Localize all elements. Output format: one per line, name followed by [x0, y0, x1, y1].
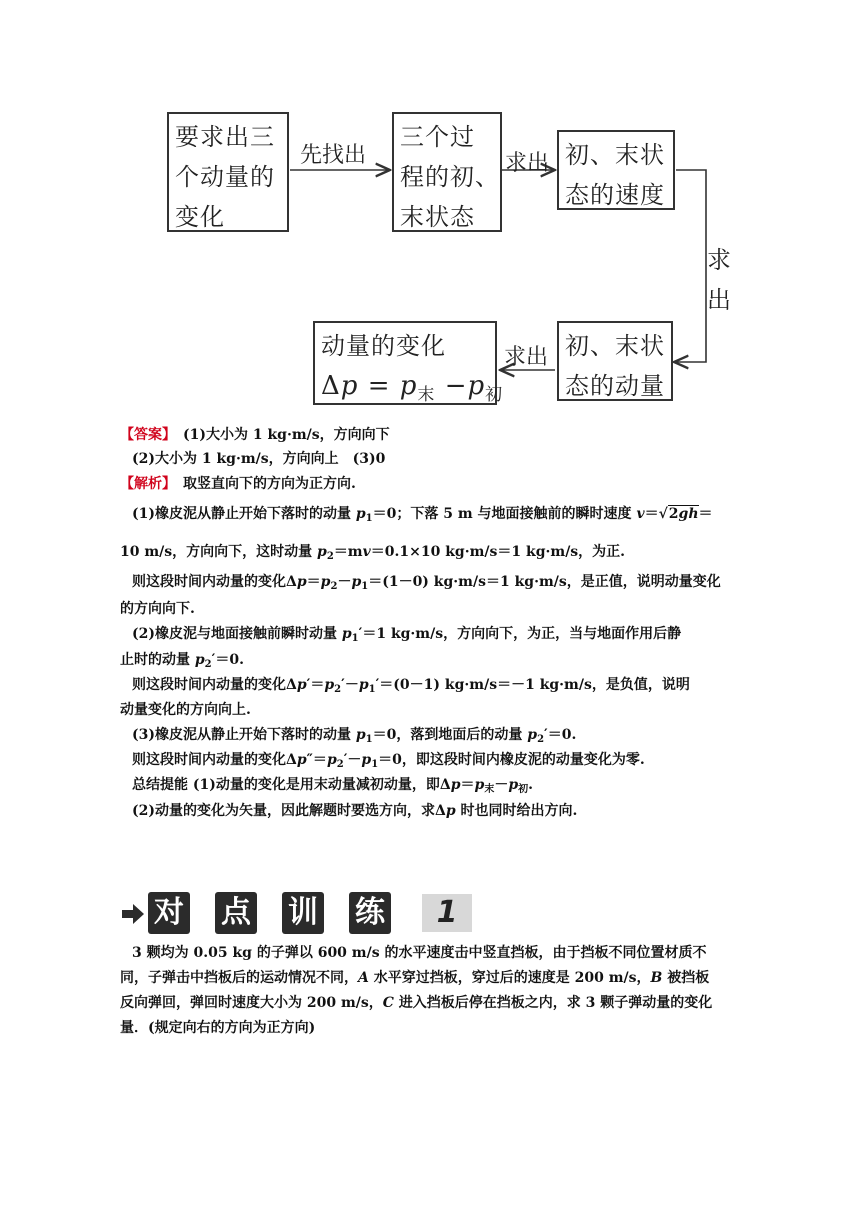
- analysis-part3-line2: 则这段时间内动量的变化$\Delta p''=p_2'-p_1=0$，即这段时间内橡皮泥的动量变化为零.: [132, 752, 645, 770]
- analysis-tag: 【解析】: [120, 476, 169, 492]
- answer-line-1: 【答案】 (1)大小为 1 kg·m/s，方向向下: [120, 427, 390, 443]
- flow-label-solve-1: 求出: [505, 151, 550, 176]
- analysis-part1-line2: 10 m/s，方向向下，这时动量 $p_2=mv=0.1\times 10$ kg·m/s＝1 kg·m/s，为正.: [120, 544, 626, 562]
- flow-label-solve-vertical: 求 出: [707, 246, 731, 314]
- analysis-part1-line3: 则这段时间内动量的变化$\Delta p=p_2-p_1=(1-0)$ kg·m/s＝1 kg·m/s，是正值，说明动量变化: [132, 574, 721, 592]
- answer-tag: 【答案】: [120, 427, 169, 443]
- analysis-part3-line1: (3)橡皮泥从静止开始下落时的动量 $p_1=0$，落到地面后的动量 $p_2'=0$.: [132, 727, 577, 745]
- flow-label-find: 先找出: [300, 143, 367, 168]
- banner-number: 1: [422, 894, 472, 932]
- answer-line-2: (2)大小为 1 kg·m/s，方向向上 (3)0: [132, 451, 386, 467]
- banner-char-4: 练: [349, 892, 391, 934]
- analysis-part2-line3: 则这段时间内动量的变化$\Delta p'=p_2'-p_1'=(0-1)$ kg·m/s＝－1 kg·m/s，是负值，说明: [132, 677, 690, 695]
- summary-line-1: 总结提能 (1)动量的变化是用末动量减初动量，即$\Delta p=p_末-p_初$.: [132, 777, 533, 795]
- summary-line-2: (2)动量的变化为矢量，因此解题时要选方向，求Δp 时也同时给出方向.: [132, 803, 578, 819]
- sqrt-2gh: 2gh: [668, 506, 699, 522]
- summary-tag: 总结提能: [132, 777, 188, 793]
- exercise-line-3: 反向弹回，弹回时速度大小为 200 m/s，C 进入挡板后停在挡板之内，求 3 颗子弹动量的变化: [120, 995, 713, 1011]
- analysis-intro: 【解析】 取竖直向下的方向为正方向.: [120, 476, 356, 492]
- exercise-line-2: 同，子弹击中挡板后的运动情况不同，A 水平穿过挡板，穿过后的速度是 200 m/s，B 被挡板: [120, 970, 710, 986]
- flow-box-change: 动量的变化 $\Delta p = p_末 -p_初$: [313, 321, 497, 405]
- flow-box-states: 三个过 程的初、 末状态: [392, 112, 502, 232]
- analysis-part2-line4: 动量变化的方向向上.: [120, 702, 251, 718]
- flow-box-goal: 要求出三 个动量的 变化: [167, 112, 289, 232]
- flowchart: [0, 0, 860, 410]
- exercise-line-1: 3 颗均为 0.05 kg 的子弹以 600 m/s 的水平速度击中竖直挡板，由于挡板不同位置材质不: [132, 945, 707, 961]
- momentum-change-formula: $\Delta p = p_末 -p_初$: [321, 371, 504, 406]
- arrow-right-icon: [122, 902, 144, 926]
- banner-char-2: 点: [215, 892, 257, 934]
- banner-char-3: 训: [282, 892, 324, 934]
- banner-char-1: 对: [148, 892, 190, 934]
- analysis-part1-line1: (1)橡皮泥从静止开始下落时的动量 $p_1=0$；下落 5 m 与地面接触前的瞬时速度 v＝√2gh＝: [132, 506, 713, 524]
- arrow-box3-box4: [674, 170, 706, 362]
- flow-box-velocity: 初、末状 态的速度: [557, 130, 675, 210]
- exercise-line-4: 量．(规定向右的方向为正方向): [120, 1020, 316, 1036]
- flow-label-solve-2: 求出: [504, 345, 549, 370]
- analysis-part2-line1: (2)橡皮泥与地面接触前瞬时动量 $p_1'=1$ kg·m/s，方向向下，为正，当与地面作用后静: [132, 626, 682, 644]
- analysis-part1-line4: 的方向向下.: [120, 601, 195, 617]
- flow-box-momentum: 初、末状 态的动量: [557, 321, 673, 401]
- analysis-part2-line2: 止时的动量 $p_2'=0$.: [120, 652, 244, 670]
